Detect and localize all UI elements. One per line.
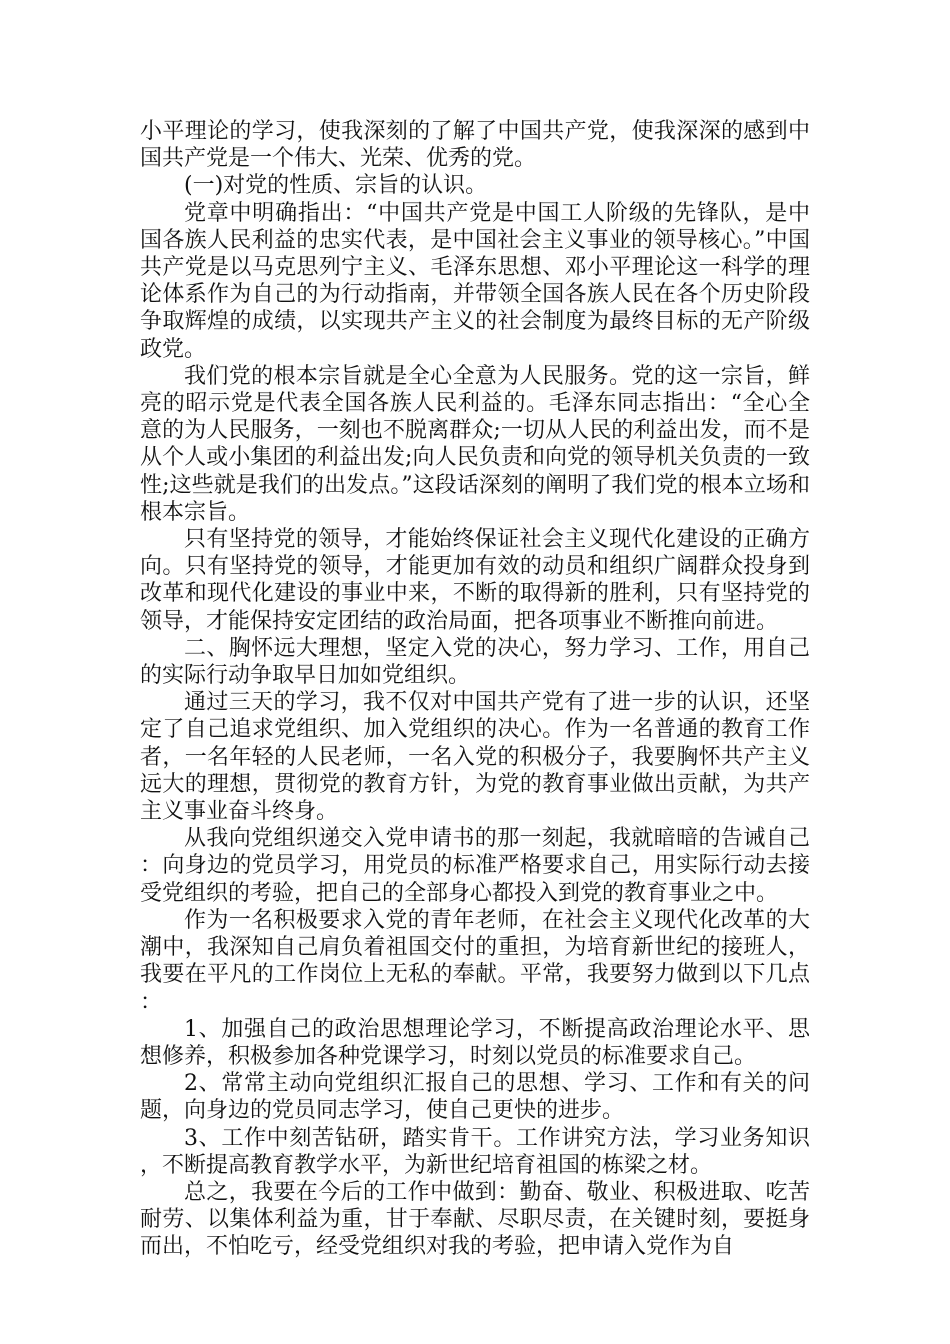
paragraph-party-constitution: 党章中明确指出：“中国共产党是中国工人阶级的先锋队，是中国各族人民利益的忠实代表，是中国社会主义事业的领导核心。”中国共产党是以马克思列宁主义、毛泽东思想、邓小平理论这一科学的理论体系作为自己的为行动指南，并带领全国各族人民在各个历史阶段争取辉煌的成绩，以实现共产主义的社会制度为最终目标的无产阶级政党。 <box>140 200 810 362</box>
section-heading-party-nature: (一)对党的性质、宗旨的认识。 <box>184 173 488 199</box>
paragraph-young-teacher: 作为一名积极要求入党的青年老师，在社会主义现代化改革的大潮中，我深知自己肩负着祖国交付的重担，为培育新世纪的接班人，我要在平凡的工作岗位上无私的奉献。平常，我要努力做到以下几点： <box>140 907 810 1015</box>
list-item-3: 3、工作中刻苦钻研，踏实肯干。工作讲究方法，学习业务知识，不断提高教育教学水平，为新世纪培育祖国的栋梁之材。 <box>140 1125 810 1178</box>
paragraph-fundamental-purpose: 我们党的根本宗旨就是全心全意为人民服务。党的这一宗旨，鲜亮的昭示党是代表全国各族人民利益的。毛泽东同志指出：“全心全意的为人民服务，一刻也不脱离群众;一切从人民的利益出发，而不是从个人或小集团的利益出发;向人民负责和向党的领导机关负责的一致性;这些就是我们的出发点。”这段话深刻的阐明了我们党的根本立场和根本宗旨。 <box>140 363 810 525</box>
document-page <box>140 118 810 1261</box>
paragraph-continuation: 小平理论的学习，使我深刻的了解了中国共产党，使我深深的感到中国共产党是一个伟大、光荣、优秀的党。 <box>140 119 810 172</box>
paragraph-three-days-study: 通过三天的学习，我不仅对中国共产党有了进一步的认识，还坚定了自己追求党组织、加入党组织的决心。作为一名普通的教育工作者，一名年轻的人民老师，一名入党的积极分子，我要胸怀共产主义远大的理想，贯彻党的教育方针，为党的教育事业做出贡献，为共产主义事业奋斗终身。 <box>140 690 810 825</box>
section-heading-ideals: 二、胸怀远大理想，坚定入党的决心，努力学习、工作，用自己的实际行动争取早日加如党组织。 <box>140 635 810 689</box>
paragraph-summary: 总之，我要在今后的工作中做到：勤奋、敬业、积极进取、吃苦耐劳、以集体利益为重，甘于奉献、尽职尽责，在关键时刻，要挺身而出，不怕吃亏，经受党组织对我的考验，把申请入党作为自 <box>140 1179 810 1260</box>
list-item-1: 1、加强自己的政治思想理论学习，不断提高政治理论水平、思想修养，积极参加各种党课学习，时刻以党员的标准要求自己。 <box>140 1016 810 1069</box>
paragraph-application-moment: 从我向党组织递交入党申请书的那一刻起，我就暗暗的告诫自己：向身边的党员学习，用党员的标准严格要求自己，用实际行动去接受党组织的考验，把自己的全部身心都投入到党的教育事业之中。 <box>140 826 810 906</box>
list-item-2: 2、常常主动向党组织汇报自己的思想、学习、工作和有关的问题，向身边的党员同志学习，使自己更快的进步。 <box>140 1071 810 1124</box>
paragraph-party-leadership: 只有坚持党的领导，才能始终保证社会主义现代化建设的正确方向。只有坚持党的领导，才能更加有效的动员和组织广阔群众投身到改革和现代化建设的事业中来，不断的取得新的胜利，只有坚持党的领导，才能保持安定团结的政治局面，把各项事业不断推向前进。 <box>140 527 810 634</box>
